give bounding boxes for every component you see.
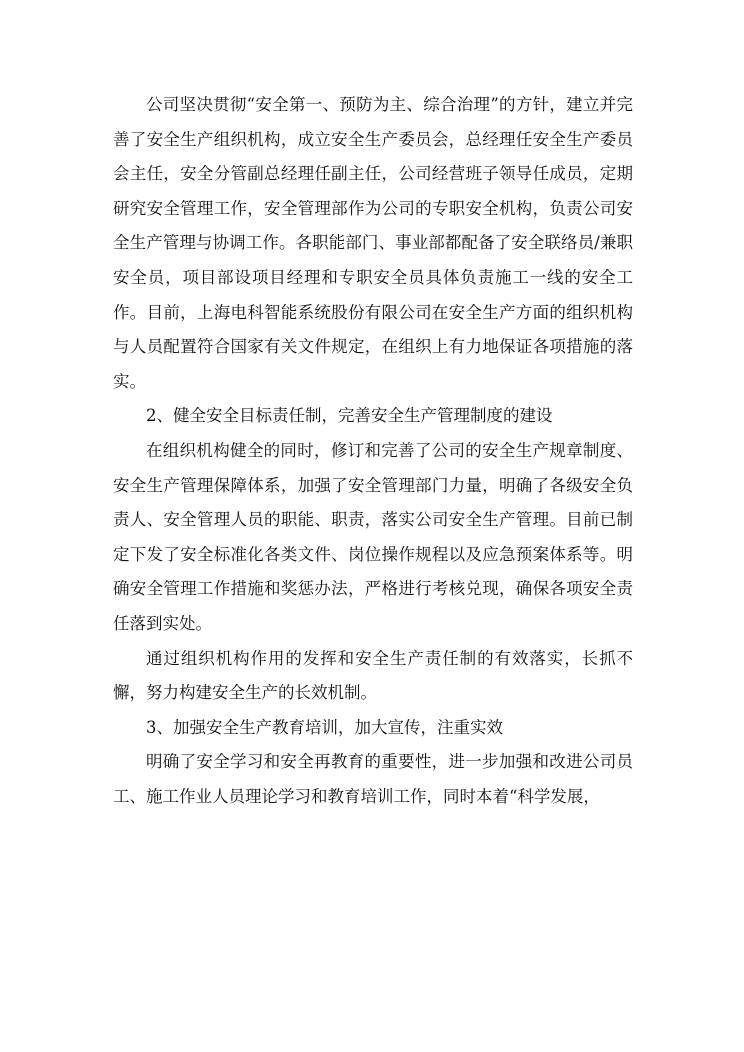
document-body [113, 88, 633, 814]
paragraph-long-term-mechanism: 通过组织机构作用的发挥和安全生产责任制的有效落实，长抓不懈，努力构建安全生产的长效机制。 [113, 648, 633, 703]
paragraph-education-training: 明确了安全学习和安全再教育的重要性，进一步加强和改进公司员工、施工作业人员理论学习和教育培训工作，同时本着“科学发展， [113, 752, 633, 806]
section-heading-3: 3、加强安全生产教育培训，加大宣传，注重实效 [146, 717, 503, 737]
paragraph-organization-structure: 公司坚决贯彻“安全第一、预防为主、综合治理”的方针，建立并完善了安全生产组织机构，成立安全生产委员会，总经理任安全生产委员会主任，安全分管副总经理任副主任，公司经营班子领导任成员，定期研究安全管理工作，安全管理部作为公司的专职安全机构，负责公司安全生产管理与协调工作。各职能部门、事业部都配备了安全联络员/兼职安全员，项目部设项目经理和专职安全员具体负责施工一线的安全工作。目前，上海电科智能系统股份有限公司在安全生产方面的组织机构与人员配置符合国家有关文件规定，在组织上有力地保证各项措施的落实。 [113, 95, 633, 391]
paragraph-regulations: 在组织机构健全的同时，修订和完善了公司的安全生产规章制度、安全生产管理保障体系，加强了安全管理部门力量，明确了各级安全负责人、安全管理人员的职能、职责，落实公司安全生产管理。目前已制定下发了安全标准化各类文件、岗位操作规程以及应急预案体系等。明确安全管理工作措施和奖惩办法，严格进行考核兑现，确保各项安全责任落到实处。 [113, 440, 633, 633]
section-heading-2: 2、健全安全目标责任制，完善安全生产管理制度的建设 [146, 406, 553, 426]
